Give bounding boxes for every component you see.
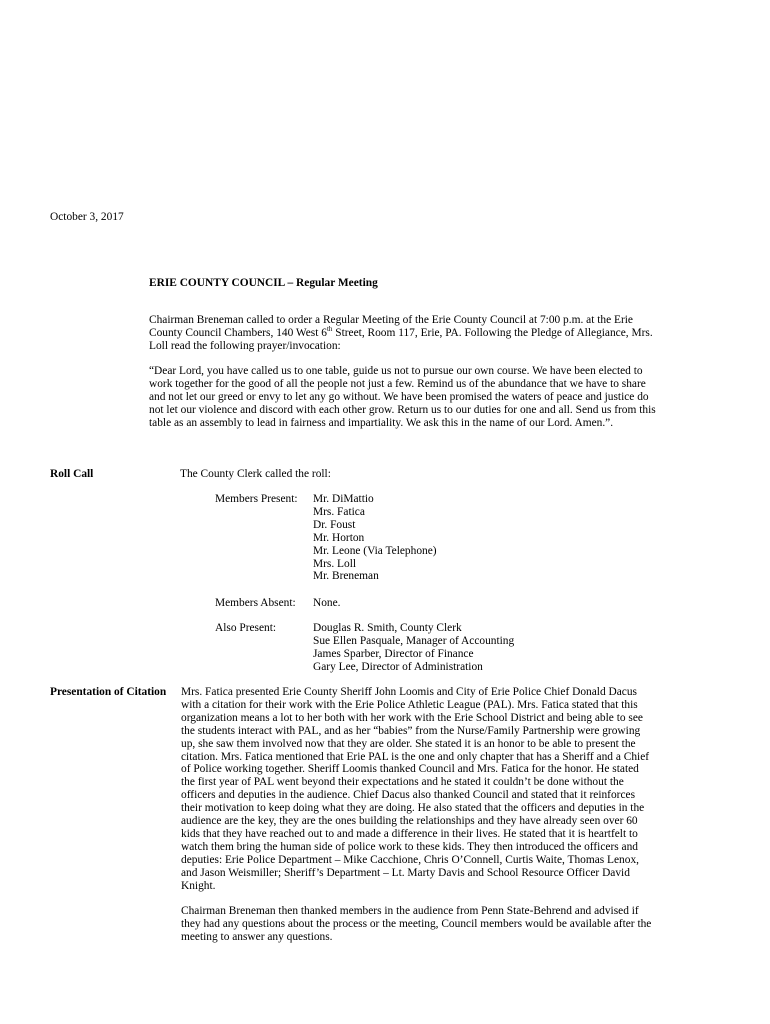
- members-present-list: [313, 493, 437, 583]
- roll-call-intro: The County Clerk called the roll:: [180, 468, 331, 480]
- also-present-label: Also Present:: [215, 622, 277, 634]
- roll-call-heading: Roll Call: [50, 468, 94, 480]
- list-item: Mr. Leone (Via Telephone): [313, 544, 437, 557]
- closing-paragraph: Chairman Breneman then thanked members in the audience from Penn State-Behrend and advised if they had any questions about the process or the meeting, Council members would be available after the meeting to answer any questions.: [181, 905, 652, 943]
- list-item: Mrs. Fatica: [313, 505, 365, 518]
- call-to-order-paragraph: [149, 314, 659, 353]
- list-item: Mr. Breneman: [313, 570, 379, 583]
- members-present-label: Members Present:: [215, 493, 298, 505]
- call-to-order-text-cont: Street, Room 117, Erie, PA. Following the Pledge of Allegiance, Mrs. Loll read the following prayer/invocation:: [149, 326, 653, 352]
- also-present-list: [313, 622, 514, 674]
- prayer-paragraph: “Dear Lord, you have called us to one table, guide us not to pursue our own course. We have been elected to work together for the good of all the people not just a few. Remind us of the abundance that we have to share and not let our greed or envy to let any go without. We have been promised the waters of peace and justice do not let our violence and discord with each other grow. Return us to our duties for one and all. Send us from this table as an assembly to lead in fairness and impartiality. We ask this in the name of our Lord. Amen.”.: [149, 365, 656, 429]
- list-item: Mrs. Loll: [313, 557, 357, 570]
- citation-paragraph: Mrs. Fatica presented Erie County Sheriff John Loomis and City of Erie Police Chief Donald Dacus with a citation for their work with the Erie Police Athletic League (PAL). Mrs. Fatica stated that this organization means a lot to her both with her work with the Erie School District and being able to see the students interact with PAL, and as her “babies” from the Nurse/Family Partnership were growing up, she saw them involved now that they are older. She stated it is an honor to be able to present the citation. Mrs. Fatica mentioned that Erie PAL is the one and only chapter that has a Sheriff and a Chief of Police working together. Sheriff Loomis thanked Council and Mrs. Fatica for the honor. He stated the first year of PAL went beyond their expectations and he stated it couldn’t be done without the officers and deputies in the audience. Chief Dacus also thanked Council and stated that it reinforces their motivation to keep doing what they are doing. He also stated that the officers and deputies in the audience are the key, they are the ones building the relationships and they have already seen over 60 kids that they have reached out to and made a difference in their lives. He stated that it is heartfelt to watch them bring the human side of police work to these kids. They then introduced the officers and deputies: Erie Police Department – Mike Cacchione, Chris O’Connell, Curtis Waite, Thomas Lenox, and Jason Weismiller; Sheriff’s Department – Lt. Marty Davis and School Resource Officer David Knight.: [181, 686, 650, 892]
- list-item: Dr. Foust: [313, 518, 356, 531]
- list-item: James Sparber, Director of Finance: [313, 647, 474, 660]
- members-absent-value: None.: [313, 597, 341, 609]
- list-item: Mr. DiMattio: [313, 493, 374, 505]
- list-item: Mr. Horton: [313, 531, 365, 544]
- list-item: Sue Ellen Pasquale, Manager of Accounting: [313, 634, 515, 647]
- citation-heading: Presentation of Citation: [50, 686, 167, 698]
- meeting-date: October 3, 2017: [50, 211, 124, 223]
- document-title: ERIE COUNTY COUNCIL – Regular Meeting: [149, 277, 378, 289]
- members-absent-label: Members Absent:: [215, 597, 296, 609]
- list-item: Gary Lee, Director of Administration: [313, 660, 483, 673]
- ordinal-suffix: th: [326, 325, 333, 334]
- call-to-order-text: Chairman Breneman called to order a Regular Meeting of the Erie County Council at 7:00 p.m. at the Erie County Council Chambers, 140 West 6: [149, 314, 633, 339]
- list-item: Douglas R. Smith, County Clerk: [313, 622, 462, 634]
